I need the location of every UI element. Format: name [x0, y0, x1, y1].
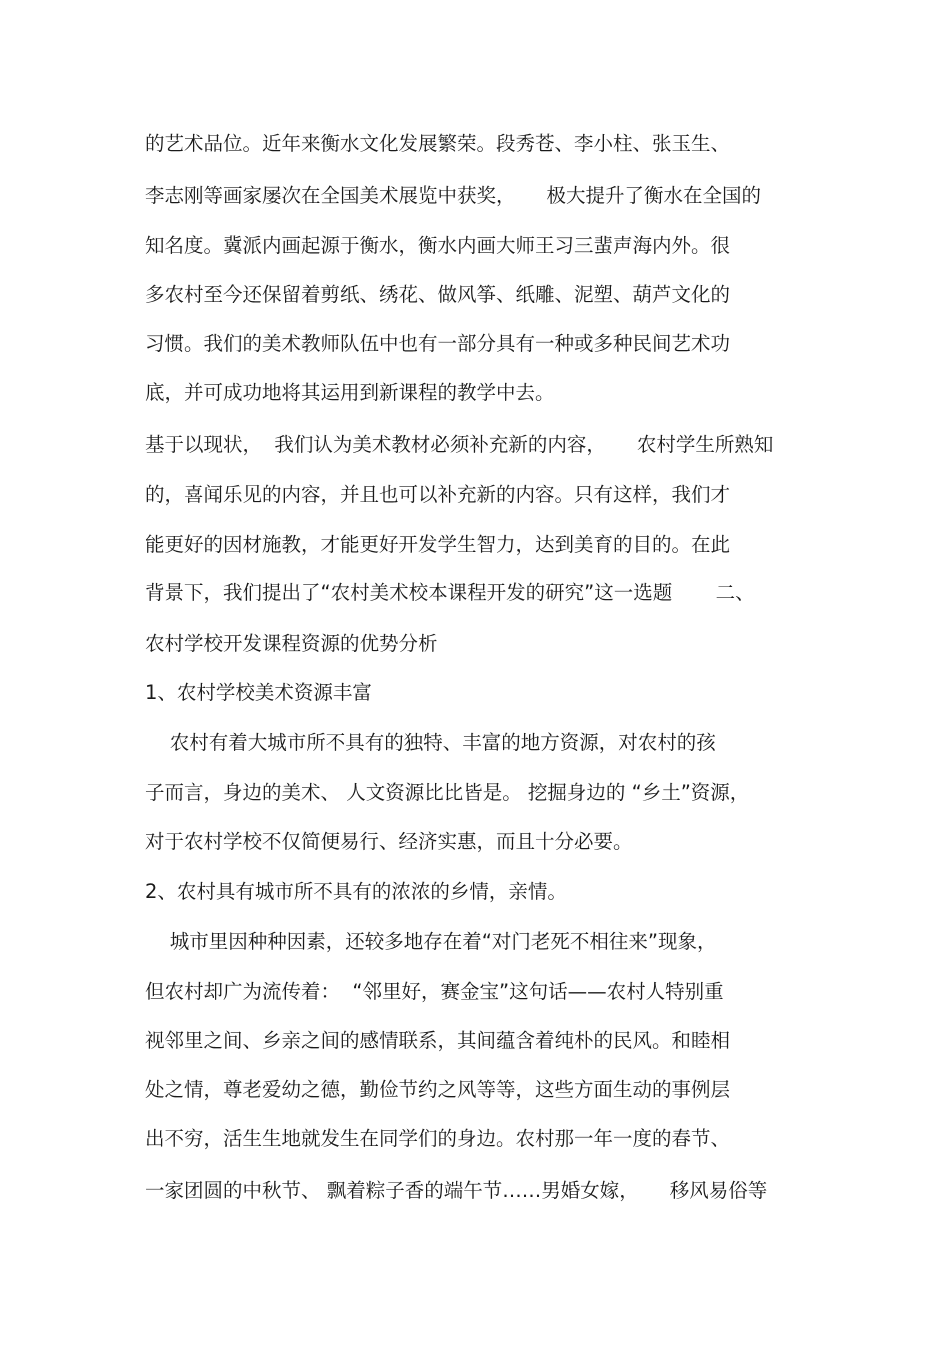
paragraph-line: 但农村却广为流传着： “邻里好，赛金宝”这句话——农村人特别重: [145, 980, 724, 1003]
section-heading: 农村学校开发课程资源的优势分析: [145, 632, 438, 655]
paragraph-line: 基于以现状， 我们认为美术教材必须补充新的内容， 农村学生所熟知: [145, 433, 774, 456]
paragraph-line: 能更好的因材施教，才能更好开发学生智力，达到美育的目的。在此: [145, 533, 731, 556]
paragraph-line: 出不穷，活生生地就发生在同学们的身边。农村那一年一度的春节、: [145, 1127, 731, 1150]
paragraph-line: 的，喜闻乐见的内容，并且也可以补充新的内容。只有这样，我们才: [145, 483, 731, 506]
paragraph-line: 背景下，我们提出了“农村美术校本课程开发的研究”这一选题 二、: [145, 581, 755, 604]
paragraph-line: 多农村至今还保留着剪纸、绣花、做风筝、纸雕、泥塑、葫芦文化的: [145, 283, 731, 306]
paragraph-line: 对于农村学校不仅简便易行、经济实惠，而且十分必要。: [145, 830, 633, 853]
paragraph-line: 子而言，身边的美术、 人文资源比比皆是。 挖掘身边的 “乡土”资源，: [145, 781, 750, 804]
paragraph-line: 的艺术品位。近年来衡水文化发展繁荣。段秀苍、李小柱、张玉生、: [145, 132, 731, 155]
paragraph-line: 处之情，尊老爱幼之德，勤俭节约之风等等，这些方面生动的事例层: [145, 1078, 731, 1101]
subsection-heading: 2、农村具有城市所不具有的浓浓的乡情，亲情。: [145, 880, 567, 903]
paragraph-line: 一家团圆的中秋节、 飘着粽子香的端午节……男婚女嫁， 移风易俗等: [145, 1179, 768, 1202]
subsection-heading: 1、农村学校美术资源丰富: [145, 681, 372, 704]
paragraph-line: 农村有着大城市所不具有的独特、丰富的地方资源，对农村的孩: [145, 731, 716, 754]
paragraph-line: 城市里因种种因素，还较多地存在着“对门老死不相往来”现象，: [145, 930, 717, 953]
paragraph-line: 底，并可成功地将其运用到新课程的教学中去。: [145, 381, 555, 404]
paragraph-line: 习惯。我们的美术教师队伍中也有一部分具有一种或多种民间艺术功: [145, 332, 731, 355]
paragraph-line: 李志刚等画家屡次在全国美术展览中获奖， 极大提升了衡水在全国的: [145, 184, 761, 207]
paragraph-line: 视邻里之间、乡亲之间的感情联系，其间蕴含着纯朴的民风。和睦相: [145, 1029, 731, 1052]
paragraph-line: 知名度。冀派内画起源于衡水，衡水内画大师王习三蜚声海内外。很: [145, 234, 731, 257]
